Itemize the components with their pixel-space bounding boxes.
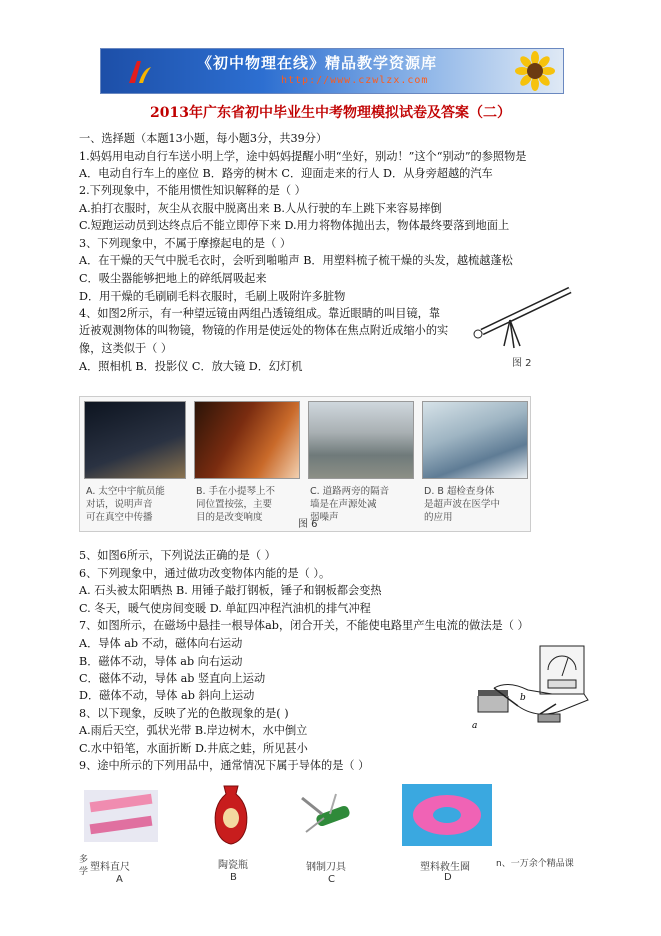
photo-violin — [194, 401, 300, 479]
question-8-options-cd: C.水中铅笔，水面折断 D.井底之蛙，所见甚小 — [79, 742, 308, 755]
question-2-options-cd: C.短跑运动员到达终点后不能立即停下来 D.用力将物体抛出去，物体最终要落到地面上 — [79, 219, 510, 232]
telescope-figure — [470, 282, 580, 352]
circuit-figure — [468, 640, 598, 735]
question-6: 6、下列现象中，通过做功改变物体内能的是（ ）。 — [79, 567, 331, 580]
banner-title: 《初中物理在线》精品教学资源库 — [197, 54, 438, 72]
circuit-label-b: b — [520, 693, 526, 703]
item-c-letter: C — [328, 874, 335, 885]
fig6-caption-a: A. 太空中宇航员能 对话，说明声音 可在真空中传播 — [86, 486, 165, 523]
plastic-ruler-image — [84, 790, 158, 842]
question-4-line-1: 4、如图2所示，有一种望远镜由两组凸透镜组成。靠近眼睛的叫目镜，靠 — [79, 307, 441, 320]
question-7-option-c: C．磁体不动，导体 ab 竖直向上运动 — [79, 672, 266, 685]
item-c-name: 钢制刀具 — [306, 862, 346, 873]
fig6-caption-d: D. B 超检查身体 是超声波在医学中 的应用 — [424, 486, 501, 523]
question-6-options-cd: C. 冬天，暖气使房间变暖 D. 单缸四冲程汽油机的排气冲程 — [79, 602, 371, 615]
sunflower-icon — [515, 51, 555, 91]
figure-6-panel — [79, 396, 531, 532]
circuit-label-a: a — [472, 721, 478, 731]
question-6-options-ab: A. 石头被太阳晒热 B. 用锤子敲打钢板，锤子和钢板都会变热 — [79, 584, 382, 597]
question-7: 7、如图所示，在磁场中悬挂一根导体ab，闭合开关，不能使电路里产生电流的做法是（ ） — [79, 619, 529, 632]
question-2: 2.下列现象中，不能用惯性知识解释的是（ ） — [79, 184, 306, 197]
question-7-option-b: B．磁体不动，导体 ab 向右运动 — [79, 655, 243, 668]
question-4-options: A．照相机 B．投影仪 C．放大镜 D．幻灯机 — [79, 360, 303, 373]
question-4-line-3: 像，这类似于（ ） — [79, 342, 173, 355]
question-5: 5、如图6所示，下列说法正确的是（ ） — [79, 549, 276, 562]
site-logo-icon — [123, 55, 155, 87]
header-banner — [100, 48, 564, 94]
question-1: 1.妈妈用电动自行车送小明上学，途中妈妈提醒小明“坐好，别动！”这个“别动”的参照物是 — [79, 150, 527, 163]
side-note-text: n、一万余个精品课 — [496, 859, 574, 869]
fig6-caption-c: C. 道路两旁的隔音 墙是在声源处减 弱噪声 — [310, 486, 390, 523]
question-7-option-d: D．磁体不动，导体 ab 斜向上运动 — [79, 689, 255, 702]
item-d-letter: D — [444, 872, 452, 883]
question-4-line-2: 近被观测物体的叫物镜，物镜的作用是使远处的物体在焦点附近成缩小的实 — [79, 324, 449, 337]
exam-title: 2013年广东省初中毕业生中考物理模拟试卷及答案（二） — [150, 105, 511, 121]
question-3: 3、下列现象中，不属于摩擦起电的是（ ） — [79, 237, 292, 250]
ceramic-vase-image — [208, 784, 254, 846]
question-3-option-d: D．用干燥的毛刷刷毛料衣服时，毛刷上吸附许多脏物 — [79, 290, 346, 303]
fig6-caption-b: B. 手在小提琴上不 同位置按弦，主要 目的是改变响度 — [196, 486, 276, 523]
left-margin-mark: 多 学 — [79, 855, 89, 877]
question-3-options-ab: A．在干燥的天气中脱毛衣时，会听到啪啪声 B．用塑料梳子梳干燥的头发，越梳越蓬松 — [79, 254, 513, 267]
steel-knife-image — [296, 788, 360, 844]
photo-ultrasound — [422, 401, 528, 479]
item-a-letter: A — [116, 874, 123, 885]
question-8: 8、以下现象，反映了光的色散现象的是( ) — [79, 707, 289, 720]
item-b-letter: B — [230, 872, 237, 883]
question-3-option-c: C．吸尘器能够把地上的碎纸屑吸起来 — [79, 272, 267, 285]
banner-url[interactable]: http://www.czwlzx.com — [281, 75, 429, 86]
section-heading: 一、选择题（本题13小题，每小题3分，共39分） — [79, 132, 328, 145]
figure-2-label: 图 2 — [512, 358, 532, 369]
photo-sound-barrier — [308, 401, 414, 479]
item-b-name: 陶瓷瓶 — [218, 860, 248, 871]
question-8-options-ab: A.雨后天空，弧状光带 B.岸边树木，水中倒立 — [79, 724, 308, 737]
item-d-name: 塑料救生圈 — [420, 862, 470, 873]
question-9: 9、途中所示的下列用品中，通常情况下属于导体的是（ ） — [79, 759, 370, 772]
photo-astronaut — [84, 401, 186, 479]
question-1-options: A．电动自行车上的座位 B．路旁的树木 C．迎面走来的行人 D．从身旁超越的汽车 — [79, 167, 493, 180]
figure-6-label: 图 6 — [298, 519, 318, 530]
life-buoy-image — [402, 784, 492, 846]
question-7-option-a: A．导体 ab 不动，磁体向右运动 — [79, 637, 243, 650]
item-a-name: 塑料直尺 — [90, 862, 130, 873]
question-2-options-ab: A.拍打衣服时，灰尘从衣服中脱离出来 B.人从行驶的车上跳下来容易摔倒 — [79, 202, 442, 215]
